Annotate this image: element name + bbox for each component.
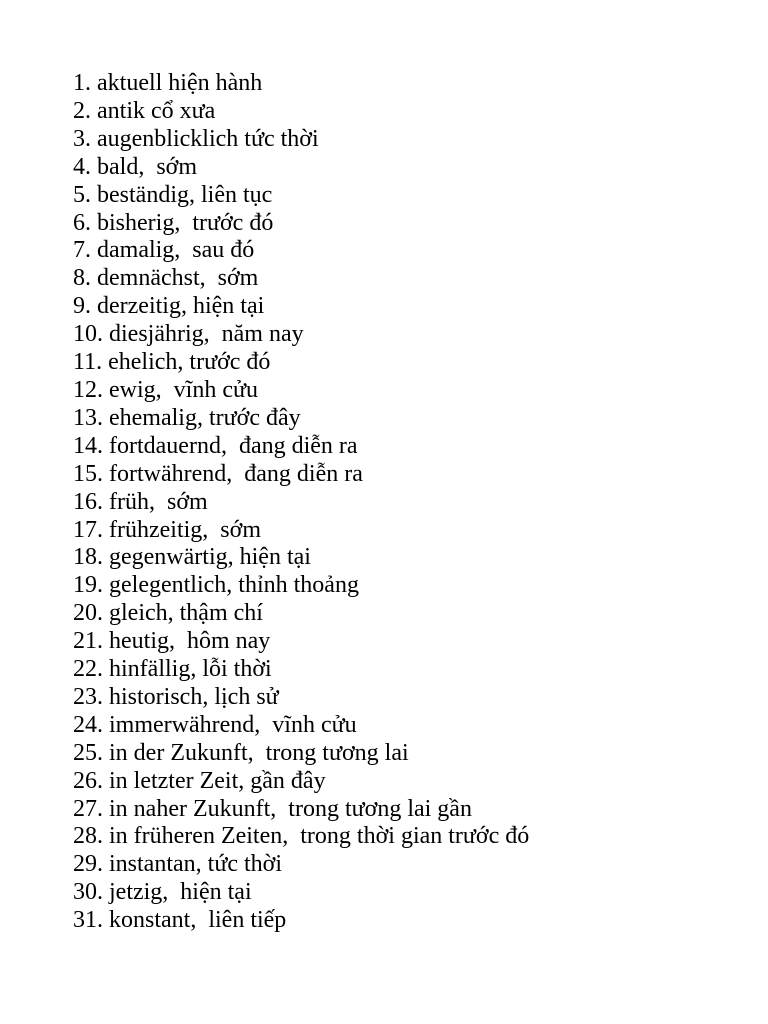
list-item: 16. früh, sớm xyxy=(73,488,208,515)
list-item: 4. bald, sớm xyxy=(73,153,198,180)
list-item: 6. bisherig, trước đó xyxy=(73,209,274,236)
list-item: 11. ehelich, trước đó xyxy=(73,349,271,376)
list-item: 23. historisch, lịch sử xyxy=(73,683,279,710)
list-item: 22. hinfällig, lỗi thời xyxy=(73,656,272,683)
list-item: 5. beständig, liên tục xyxy=(73,181,273,208)
list-item: 2. antik cổ xưa xyxy=(73,97,216,124)
list-item: 29. instantan, tức thời xyxy=(73,851,283,878)
list-item: 24. immerwährend, vĩnh cửu xyxy=(73,711,357,738)
list-item: 8. demnächst, sớm xyxy=(73,265,259,292)
list-item: 13. ehemalig, trước đây xyxy=(73,404,301,431)
list-item: 20. gleich, thậm chí xyxy=(73,600,263,627)
list-item: 21. heutig, hôm nay xyxy=(73,628,271,655)
list-item: 18. gegenwärtig, hiện tại xyxy=(73,544,311,571)
list-item: 26. in letzter Zeit, gần đây xyxy=(73,767,326,794)
list-item: 7. damalig, sau đó xyxy=(73,237,255,264)
list-item: 17. frühzeitig, sớm xyxy=(73,516,261,543)
list-item: 3. augenblicklich tức thời xyxy=(73,125,319,152)
list-item: 31. konstant, liên tiếp xyxy=(73,907,287,934)
list-item: 30. jetzig, hiện tại xyxy=(73,879,252,906)
list-item: 25. in der Zukunft, trong tương lai xyxy=(73,739,409,766)
list-item: 12. ewig, vĩnh cửu xyxy=(73,376,258,403)
list-item: 10. diesjährig, năm nay xyxy=(73,321,304,348)
list-item: 19. gelegentlich, thỉnh thoảng xyxy=(73,572,359,599)
list-item: 9. derzeitig, hiện tại xyxy=(73,293,265,320)
list-item: 14. fortdauernd, đang diễn ra xyxy=(73,432,358,459)
vocabulary-list xyxy=(73,70,753,935)
list-item: 1. aktuell hiện hành xyxy=(73,70,263,96)
list-item: 27. in naher Zukunft, trong tương lai gần xyxy=(73,795,472,822)
document-page xyxy=(73,70,753,935)
list-item: 28. in früheren Zeiten, trong thời gian trước đó xyxy=(73,823,530,850)
list-item: 15. fortwährend, đang diễn ra xyxy=(73,460,363,487)
